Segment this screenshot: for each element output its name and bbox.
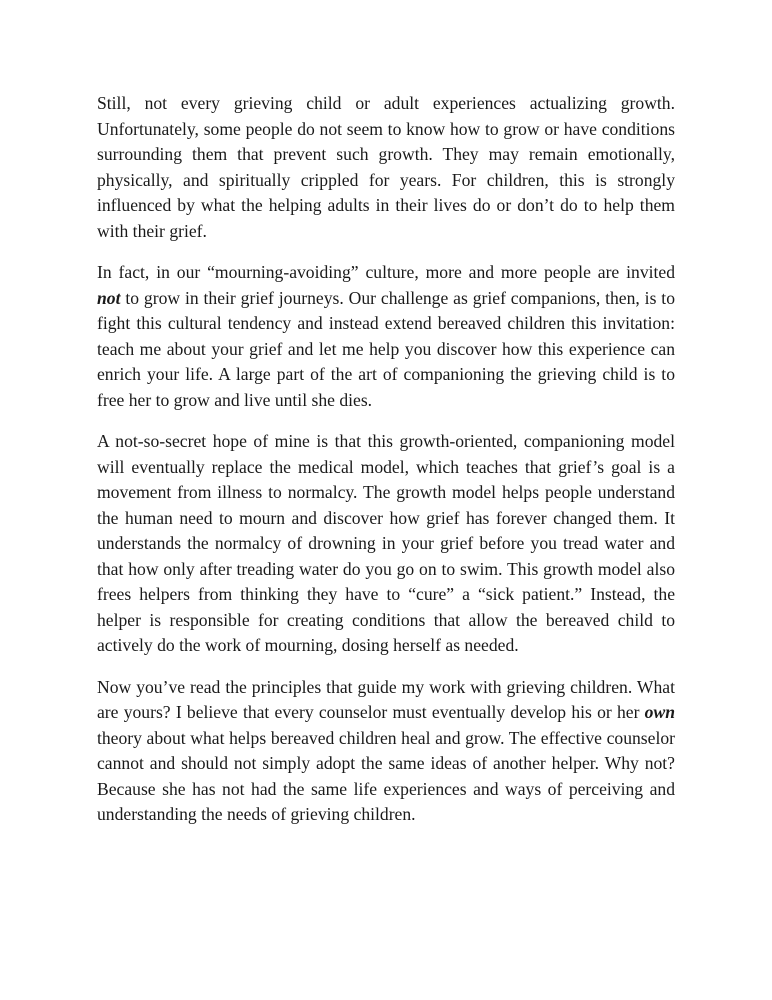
emphasis-not: not	[97, 287, 121, 308]
paragraph-text: In fact, in our “mourning-avoiding” culture, more and more people are invited	[97, 262, 675, 282]
paragraph-text: A not-so-secret hope of mine is that this growth-oriented, companioning model will eventually replace the medical model, which teaches that grief’s goal is a movement from illness to normalcy. The growth model helps people understand the human need to mourn and discover how grief has forever changed them. It understands the normalcy of drowning in your grief before you tread water and that how only after treading water do you go on to swim. This growth model also frees helpers from thinking they have to “cure” a “sick patient.” Instead, the helper is responsible for creating conditions that allow the bereaved child to actively do the work of mourning, dosing herself as needed.	[97, 431, 675, 655]
document-page	[97, 91, 675, 828]
paragraph-text: Now you’ve read the principles that guide my work with grieving children. What are yours? I believe that every counselor must eventually develop his or her	[97, 676, 675, 722]
paragraph-growth-model	[97, 429, 675, 659]
paragraph-mourning-avoiding-culture	[97, 260, 675, 413]
paragraph-text: to grow in their grief journeys. Our challenge as grief companions, then, is to fight this cultural tendency and instead extend bereaved children this invitation: teach me about your grief and let me help you discover how this experience can enrich your life. A large part of the art of companioning the grieving child is to free her to grow and live until she dies.	[97, 287, 675, 410]
emphasis-own: own	[644, 702, 675, 722]
paragraph-growth-not-universal	[97, 91, 675, 244]
paragraph-text: Still, not every grieving child or adult experiences actualizing growth. Unfortunately, some people do not seem to know how to grow or have conditions surrounding them that prevent such growth. They may remain emotionally, physically, and spiritually crippled for years. For children, this is strongly influenced by what the helping adults in their lives do or don’t do to help them with their grief.	[97, 93, 675, 241]
paragraph-own-theory	[97, 675, 675, 828]
paragraph-text: theory about what helps bereaved children heal and grow. The effective counselor cannot and should not simply adopt the same ideas of another helper. Why not? Because she has not had the same life experiences and ways of perceiving and understanding the needs of grieving children.	[97, 727, 675, 824]
